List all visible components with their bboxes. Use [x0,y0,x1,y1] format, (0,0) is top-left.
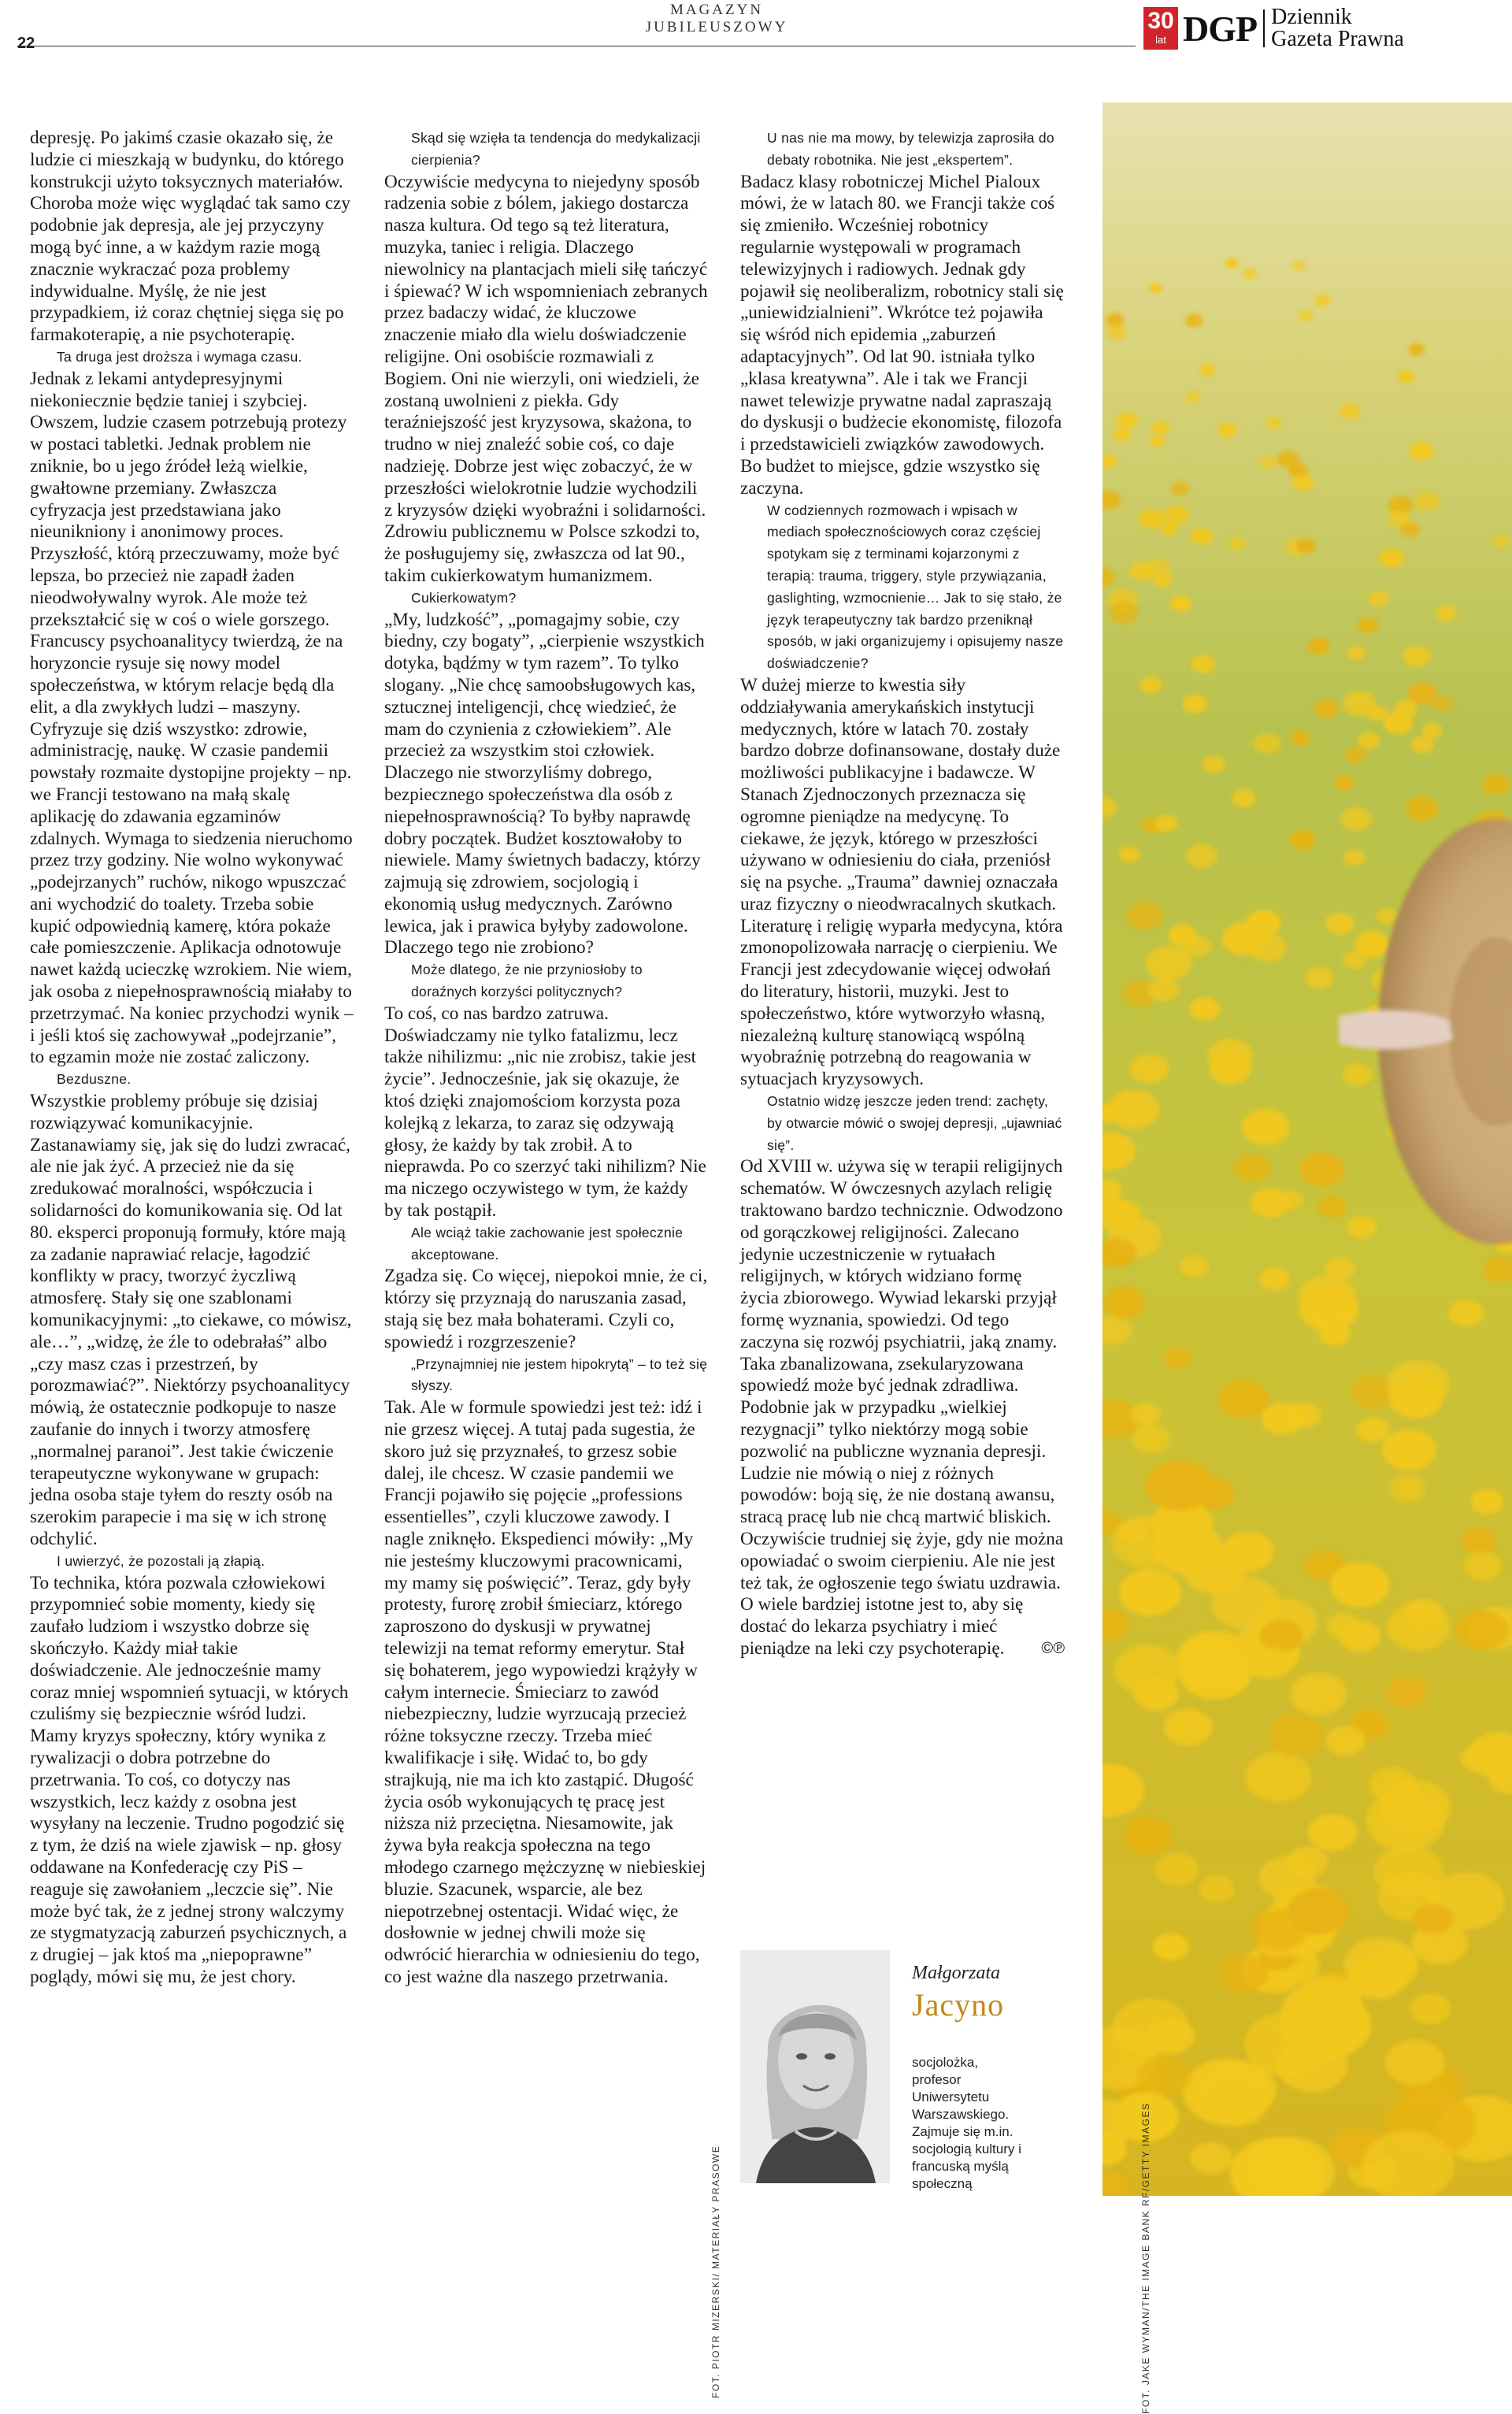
dandelion-blob [1422,723,1443,739]
interview-question: W codziennych rozmowach i wpisach w mediach społecznościowych coraz częściej spotykam się z terminami kojarzonymi z terapią: trauma, triggery, style przywiązania, gaslighting, wzmocnienie… Jak to się stało, że język terapeutyczny tak bardzo przeniknął sposób, w jaki organizujemy i opisujemy nasze doświadczenie? [767,502,1064,672]
author-portrait [740,1950,890,2183]
dandelion-blob [1145,946,1191,981]
dandelion-blob [1461,1745,1498,1772]
dandelion-blob [1455,1611,1508,1650]
dandelion-blob [1251,1909,1307,1951]
copyright-mark: ©℗ [1041,1639,1065,1657]
dandelion-blob [1222,1532,1274,1570]
dandelion-blob [1243,268,1258,279]
interview-question: Cukierkowatym? [411,589,517,606]
dandelion-blob [1113,427,1131,440]
dandelion-blob [1343,691,1376,716]
dandelion-blob [1343,1938,1418,1993]
dandelion-blob [1308,1814,1357,1850]
dandelion-blob [1260,1620,1303,1652]
dandelion-blob [1186,391,1201,402]
anniversary-badge [1143,7,1178,50]
dandelion-blob [1191,528,1213,545]
interview-question: Bezduszne. [57,1071,132,1088]
dandelion-blob [1102,1287,1145,1318]
dandelion-blob [1307,638,1329,654]
dandelion-blob [1184,313,1203,327]
dandelion-blob [1150,436,1164,447]
answer-paragraph: Oczywiście medycyna to niejedyny sposób radzenia sobie z bólem, jakiego dostarcza nasza kultura. Od tego są też literatura, muzyka, taniec i religia. Dlaczego niewolnicy na plantacjach mieli siłę tańczyć i śpiewać? W ich wspomnieniach zebranych przez badaczy widać, że kluczowe znaczenie miało dla wielu doświadczenie religijne. Oni osobiście rozmawiali z Bogiem. Oni nie wierzyli, oni wiedzieli, że zostaną uwolnieni z piekła. Gdy teraźniejszość jest kryzysowa, skażona, to trudno w niej znaleźć sobie coś, co daje nadzieję. Dobrze jest więc zobaczyć, że w przeszłości wielokrotnie ludzie wychodzili z kryzysów dzięki wyobraźni i solidarności. Zdrowiu publicznemu w Polsce szkodzi to, że posługujemy się, zwłaszcza od lat 90., takim cukierkowatym humanizmem. [384,171,708,586]
dandelion-blob [1296,539,1315,553]
dandelion-blob [1327,1613,1361,1639]
dandelion-blob [1358,732,1380,749]
dandelion-blob [1386,1782,1421,1809]
dandelion-blob [1407,683,1437,705]
dandelion-blob [1269,1715,1325,1757]
main-photo-credit: FOT. JAKE WYMAN/THE IMAGE BANK RF/GETTY IMAGES [1140,2102,1151,2414]
dandelion-blob [1164,1347,1193,1369]
dandelion-blob [1292,261,1306,271]
dandelion-blob [1127,902,1164,929]
dandelion-blob [1199,363,1217,376]
answer-paragraph: Tak. Ale w formule spowiedzi jest też: idź i nie grzesz więcej. A tutaj pada sugestia, że skoro już się przyznałeś, to grzesz sobie dalej, ile chcesz. W czasie pandemii we Francji pojawiło się pojęcie „professions essentielles”, czyli kluczowe zawody. I nagle zniknęło. Ekspedienci mówiły: „My nie jesteśmy kluczowymi pracownicami, my mamy się poświęcić”. Teraz, gdy były protesty, furorę zrobił śmieciarz, którego zaproszono do dyskusji w prywatnej telewizji na temat reformy emerytur. Stał się bohaterem, jego wypowiedzi krążyły w całym internecie. Śmieciarz to zawód niebezpieczny, ludzie wyrzucają przecież różne toksyczne rzeczy. Trzeba mieć kwalifikacje i siłę. Widać to, bo gdy strajkują, nie ma ich kto zastąpić. Długość życia osób wykonujących tę pracę jest niższa niż przeciętna. Niesamowite, jak żywa była reakcja społeczna na tego młodego czarnego mężczyznę w niebieskiej bluzie. Szacunek, wsparcie, ale bez niepotrzebnej ostentacji. Widać więc, że dosłownie w jednej chwili może się odwrócić hierarchia w odniesieniu do tego, co jest ważne dla naszego przetrwania. [384,1397,706,1987]
dandelion-blob [1171,482,1189,496]
dandelion-blob [1277,2039,1348,2092]
dandelion-blob [1314,699,1338,718]
dandelion-blob [1245,1752,1312,1802]
dandelion-blob [1119,847,1140,862]
dandelion-blob [1281,1982,1364,2044]
answer-paragraph: Od XVIII w. używa się w terapii religijnych schematów. W ówczesnych azylach religię traktowano bardzo technicznie. Odwodzono od gorączkowej religijności. Zalecano jedynie uczestniczenie w rytuałach religijnych, w których widziano formę życia zbiorowego. Wywiad lekarski przyjął formę wyznania, spowiedzi. Od tego zaczyna się rozwój psychiatrii, jaką znamy. Taka zbanalizowana, zsekularyzowana spowiedź może być jednak zdradliwa. Podobnie jak w przypadku „wielkiej rezygnacji” tylko niektórzy mogą sobie pozwolić na publiczne wyznania depresji. Ludzie nie mówią o niej z różnych powodów: boją się, że nie dostaną awansu, stracą pracę lub nie chcą martwić bliskich. Oczywiście trudniej się żyje, gdy nie można opowiadać o swoim cierpieniu. Ale nie jest też tak, że ogłoszenie tego światu uzdrawia. O wiele bardziej istotne jest to, aby się dostać do lekarza psychiatry i mieć pieniądze na leki czy psychoterapię. ©℗ [740,1156,1065,1659]
dandelion-blob [1291,731,1310,746]
dgp-logo[interactable] [1143,6,1404,50]
badge-label: lat [1155,34,1166,46]
dandelion-blob [1190,2142,1232,2174]
dandelion-blob [1325,913,1354,935]
dandelion-blob [1299,1152,1345,1186]
interview-question: Skąd się wzięła ta tendencja do medykalizacji cierpienia? [411,130,701,168]
dandelion-blob [1218,1380,1269,1418]
dandelion-blob [1177,1631,1252,1688]
interview-question: I uwierzyć, że pozostali ją złapią. [57,1552,265,1569]
text-column-1 [30,128,354,1989]
dandelion-blob [1448,1300,1484,1327]
logo-name-line2: Gazeta Prawna [1271,27,1404,51]
dandelion-blob [1436,606,1457,621]
answer-paragraph: To technika, która pozwala człowiekowi przypomnieć sobie momenty, kiedy się zaufało ludziom i wszystko dobrze się skończyło. Każdy miał takie doświadczenie. Ale jednocześnie mamy coraz mniej wspomnień sytuacji, w których czuliśmy się bezpiecznie wśród ludzi. Mamy kryzys społeczny, który wynika z rywalizacji o dobra potrzebne do przetrwania. To coś, co dotyczy nas wszystkich, lecz każdy z osobna jest wysyłany na leczenie. Trudno pogodzić się z tym, że dziś na wiele zjawisk – np. głosy oddawane na Konfederację czy PiS – reaguje się zawołaniem „leczcie się”. Nie może być tak, że z jednej strony walczymy ze stygmatyzacją zaburzeń psychicznych, a z drugiej – jak ktoś ma „niepoprawne” poglądy, mówi się mu, że jest chory. [30,1572,349,1987]
interview-question: Ale wciąż takie zachowanie jest społecznie akceptowane. [411,1224,684,1263]
dandelion-blob [1413,1904,1453,1934]
dandelion-blob [1202,756,1225,774]
dandelion-blob [1386,1678,1428,1709]
dandelion-blob [1251,1648,1292,1679]
interview-question: U nas nie ma mowy, by telewizja zaprosiła do debaty robotnika. Nie jest „ekspertem”. [767,130,1054,168]
dandelion-blob [1482,774,1510,795]
answer-paragraph: To coś, co nas bardzo zatruwa. Doświadczamy nie tylko fatalizmu, lecz także nihilizmu: „nic nie zrobisz, takie jest życie”. Jednocześnie, jak się okazuje, że ktoś dzięki znajomościom korzysta poza kolejką z lekarza, to zaraz się odzywają głosy, że każdy by tak zrobił. A to nieprawda. Po co szerzyć taki nihilizm? Nie ma niczego oczywistego w tym, że każdy by tak postąpił. [384,1003,706,1222]
dandelion-blob [1106,313,1124,328]
dandelion-blob [1398,370,1415,383]
text-column-2 [384,128,709,1989]
dandelion-blob [1143,559,1170,580]
dandelion-blob [1300,1287,1359,1331]
page-number: 22 [17,35,35,52]
dandelion-blob [1462,1529,1495,1554]
logo-brand: DGP [1183,8,1258,49]
dandelion-blob [1164,1709,1213,1745]
dandelion-blob [1260,1268,1290,1291]
dandelion-blob [1291,1673,1347,1715]
dandelion-blob [1107,325,1126,339]
dandelion-blob [1124,1817,1173,1854]
dandelion-blob [1247,910,1281,936]
dandelion-blob [1317,1196,1347,1217]
interview-question: Ta druga jest droższa i wymaga czasu. [57,348,302,365]
dandelion-blob [1139,510,1164,528]
dandelion-blob [1199,1875,1235,1902]
dandelion-blob [1464,1552,1502,1580]
answer-paragraph: Wszystkie problemy próbuje się dzisiaj rozwiązywać komunikacyjnie. Zastanawiamy się, jak się do ludzi zwracać, ale nie jak żyć. A przecież nie da się zredukować moralności, współczucia i solidarności do komunikowania się. Od lat 80. eksperci proponują formuły, które mają za zadanie naprawiać relacje, łagodzić konflikty w pracy, tworzyć życzliwą atmosferę. Stały się one szablonami komunikacyjnymi: „to ciekawe, co mówisz, ale…”, „widzę, że źle to odebrałaś” albo „czy masz czas i przestrzeń, by porozmawiać?”. Niektórzy psychoanalitycy mówią, że ostatecznie podkopuje to nasze zaufanie do innych i tworzy atmosferę „normalnej paranoi”. Jest takie ćwiczenie terapeutyczne wykonywane w grupach: jedna osoba staje tyłem do reszty osób na szerokim parapecie i ma się w ich stronę odchylić. [30,1091,352,1549]
author-photo-credit: FOT. PIOTR MIZERSKI/ MATERIAŁY PRASOWE [710,2145,721,2398]
dandelion-blob [1130,1054,1169,1083]
dandelion-blob [1140,677,1162,693]
dandelion-blob [1408,343,1425,356]
dandelion-blob [1410,443,1433,461]
dandelion-blob [1389,1378,1443,1418]
dandelion-blob [1492,535,1509,547]
dandelion-blob [1287,1846,1328,1877]
dandelion-blob [1384,712,1414,734]
dandelion-blob [1368,591,1388,606]
dandelion-blob [1341,807,1372,830]
dandelion-blob [1109,602,1139,624]
dandelion-blob [1191,655,1216,673]
dandelion-blob [1146,1460,1213,1511]
dandelion-blob [1267,417,1281,428]
dandelion-blob [1403,1599,1443,1629]
badge-number: 30 [1147,8,1174,34]
logo-name [1271,6,1404,50]
dandelion-blob [1161,522,1178,535]
dandelion-blob [1470,1489,1503,1514]
dandelion-blob [1342,1063,1373,1086]
dandelion-blob [1147,978,1179,1002]
answer-paragraph: „My, ludzkość”, „pomagajmy sobie, czy biedny, czy bogaty”, „cierpienie wszystkich dotyka, bądźmy w tym razem”. To tylko slogany. „Nie chcę samoobsługowych kas, sztucznej inteligencji, chcę wiedzieć, że mam do czynienia z człowiekiem”. Ale przecież za wszystkim stoi człowiek. Dlaczego nie stworzyliśmy dobrego, bezpiecznego społeczeństwa dla osób z niepełnosprawnością? To byłby naprawdę dobry początek. Budżet kosztowałoby to niewiele. Mamy świetnych badaczy, którzy zajmują się zdrowiem, socjologią i ekonomią usług medycznych. Zarówno lewica, jak i prawica byłyby zadowolone. Dlaczego tego nie zrobiono? [384,609,705,959]
dandelion-blob [1155,814,1178,832]
dandelion-blob [1411,736,1435,754]
interview-question: „Przynajmniej nie jestem hipokrytą” – to też się słyszy. [411,1355,708,1394]
dandelion-blob [1119,1569,1181,1615]
author-description: socjolożka, profesor Uniwersytetu Warszawskiego. Zajmuje się m.in. socjologią kultury i francuską myślą społeczną [912,2055,1021,2191]
dandelion-blob [1210,1053,1251,1084]
dandelion-blob [1358,617,1378,633]
page-header [0,0,1512,57]
dandelion-blob [1251,1188,1291,1218]
dandelion-blob [1380,549,1405,568]
dandelion-blob [1228,537,1246,550]
dandelion-blob [1346,747,1367,763]
dandelion-blob [1414,491,1440,510]
dandelion-blob [1116,412,1138,428]
text-column-3 [740,128,1065,1660]
dandelion-blob [1199,2061,1277,2119]
dandelion-blob [1189,997,1220,1020]
dandelion-blob [1347,1216,1377,1239]
dandelion-blob [1343,951,1366,970]
answer-paragraph: depresję. Po jakimś czasie okazało się, że ludzie ci mieszkają w budynku, do którego konstrukcji użyto toksycznych materiałów. Choroba może więc wyglądać tak samo czy podobnie jak depresja, ale jej przyczyny mogą być inne, a w każdym razie mogą znacznie wykraczać poza problemy indywidualne. Myślę, że nie jest przypadkiem, iż coraz chętniej sięga się po farmakoterapię, a nie psychoterapię. [30,128,350,346]
answer-paragraph: Zgadza się. Co więcej, niepokoi mnie, że ci, którzy się przyznają do naruszania zasad, stają się bez mała bohaterami. Czyli co, spowiedź i rozgrzeszenie? [384,1266,708,1352]
dandelion-blob [1330,1563,1389,1607]
dandelion-blob [1232,789,1255,807]
dandelion-blob [1149,283,1163,293]
dandelion-blob [1389,1475,1425,1502]
dandelion-blob [1289,1403,1321,1427]
dandelion-blob [1168,925,1197,947]
magazine-title: MAGAZYN JUBILEUSZOWY [645,2,788,35]
dandelion-blob [1180,1255,1209,1277]
answer-paragraph: Jednak z lekami antydepresyjnymi niekoniecznie będzie taniej i szybciej. Owszem, ludzie czasem potrzebują protezy w postaci tabletki. Jednak problem nie zniknie, bo u jego źródeł leżą wielkie, gwałtowne przemiany. Zwłaszcza cyfryzacja jest przedstawiana jako nieunikniony i anonimowy proces. Przyszłość, którą przeczuwamy, może być lepsza, bo przecież nie zapadł żaden nieodwoływalny wyrok. Ale może też przekształcić się w coś o wiele gorszego. Francuscy psychoanalitycy twierdzą, że na horyzoncie rysuje się nowy model społeczeństwa, w którym relacje będą dla elit, a dla zwykłych ludzi – maszyny. Cyfryzuje się dziś wszystko: zdrowie, administrację, naukę. W czasie pandemii powstały rozmaite dystopijne projekty – np. we Francji testowano na małą skalę aplikację do zdawania egzaminów zdalnych. Wymaga to siedzenia nieruchomo przez trzy godziny. Nie wolno wykonywać „podejrzanych” ruchów, nikogo wpuszczać ani wychodzić do toalety. Trzeba sobie kupić odpowiednią kamerę, która pokaże całe pomieszczenie. Aplikacja odnotowuje nawet każdą ucieczkę wzrokiem. Nie wiem, jak osoba z niepełnosprawnością miałaby to przetrzymać. Na koniec przychodzi wynik – i jeśli ktoś się zachowywał „podejrzanie”, to egzamin może nie zostać zaliczony. [30,368,354,1068]
interview-question: Ostatnio widzę jeszcze jeden trend: zachęty, by otwarcie mówić o swojej depresji, „ujawniać się”. [767,1093,1062,1153]
dandelion-blob [1325,1258,1355,1281]
dandelion-blob [1131,1403,1162,1426]
dandelion-blob [1253,733,1281,755]
interview-question: Może dlatego, że nie przyniosłoby to doraźnych korzyści politycznych? [411,962,643,1000]
dandelion-blob [1299,310,1314,321]
dandelion-blob [1151,421,1169,435]
dandelion-blob [1290,830,1316,850]
dandelion-blob [1277,451,1299,467]
dandelion-blob [1406,796,1440,821]
dandelion-blob [1155,1853,1199,1886]
dandelion-blob [1305,967,1333,988]
dandelion-blob [1292,474,1314,491]
dandelion-blob [1382,1429,1436,1470]
dandelion-blob [1343,850,1365,866]
dandelion-blob [1132,1425,1171,1453]
dandelion-blob [1326,1726,1366,1756]
dandelion-blob [1165,506,1189,524]
dandelion-blob [1339,403,1360,419]
answer-paragraph: Badacz klasy robotniczej Michel Pialoux mówi, że w latach 80. we Francji także coś się zmieniło. Wcześniej robotnicy regularnie występowali w programach telewizyjnych i radiowych. Jednak gdy pojawił się neoliberalizm, robotnicy stali się „uniewidzialnieni”. Wkrótce też pojawiła się wśród nich epidemia „zaburzeń adaptacyjnych”. Od lat 90. istniała tylko „klasa kreatywna”. Ale i tak we Francji nawet telewizje prywatne nadal zapraszają do dyskusji o budżecie ekonomistę, filozofa i przedstawicieli związków zawodowych. Bo budżet to miejsce, gdzie wszystko się zaczyna. [740,171,1064,499]
dandelion-blob [1182,694,1207,713]
dandelion-blob [1400,522,1420,537]
dandelion-blob [1112,1515,1182,1568]
dandelion-blob [1385,2040,1445,2085]
dandelion-blob [1403,646,1431,667]
dandelion-blob [1170,596,1191,612]
author-first-name: Małgorzata [912,1963,1001,1983]
dandelion-blob [1249,934,1287,962]
author-last-name: Jacyno [912,1987,1005,2023]
dandelion-blob [1410,1993,1451,2024]
dandelion-blob [1260,456,1277,469]
dandelion-blob [1314,294,1332,306]
dandelion-blob [1186,844,1217,868]
dandelion-blob [1225,258,1239,269]
dandelion-blob [1218,424,1236,437]
dandelion-blob [1357,1418,1389,1442]
logo-divider [1263,9,1265,47]
answer-paragraph: W dużej mierze to kwestia siły oddziaływania amerykańskich instytucji medycznych, które w latach 70. zostały bardzo dobrze dofinansowane, dostały duże możliwości publikacyjne i badawcze. W Stanach Zjednoczonych przeznacza się ogromne pieniądze na medycynę. To ciekawe, że język, którego w przeszłości używano w odniesieniu do ciała, przeniósł się na psyche. „Trauma” dawniej oznaczała uraz fizyczny o nieodwracalnych skutkach. Literaturę i religię wyparła medycyna, która zmonopolizowała narrację o cierpieniu. We Francji jest zdecydowanie więcej odwołań do literatury, historii, muzyki. Jest to społeczeństwo, które wytworzyło własną, niezależną kulturę stanowiącą wspólną wyobraźnię potrzebną do reagowania w sytuacjach kryzysowych. [740,674,1063,1090]
dandelion-blob [1347,646,1366,660]
dandelion-blob [1233,1154,1270,1182]
dandelion-blob [1242,1109,1290,1145]
dandelion-blob [1335,775,1354,789]
dandelion-blob [1114,1645,1180,1694]
logo-name-line1: Dziennik [1271,5,1352,29]
